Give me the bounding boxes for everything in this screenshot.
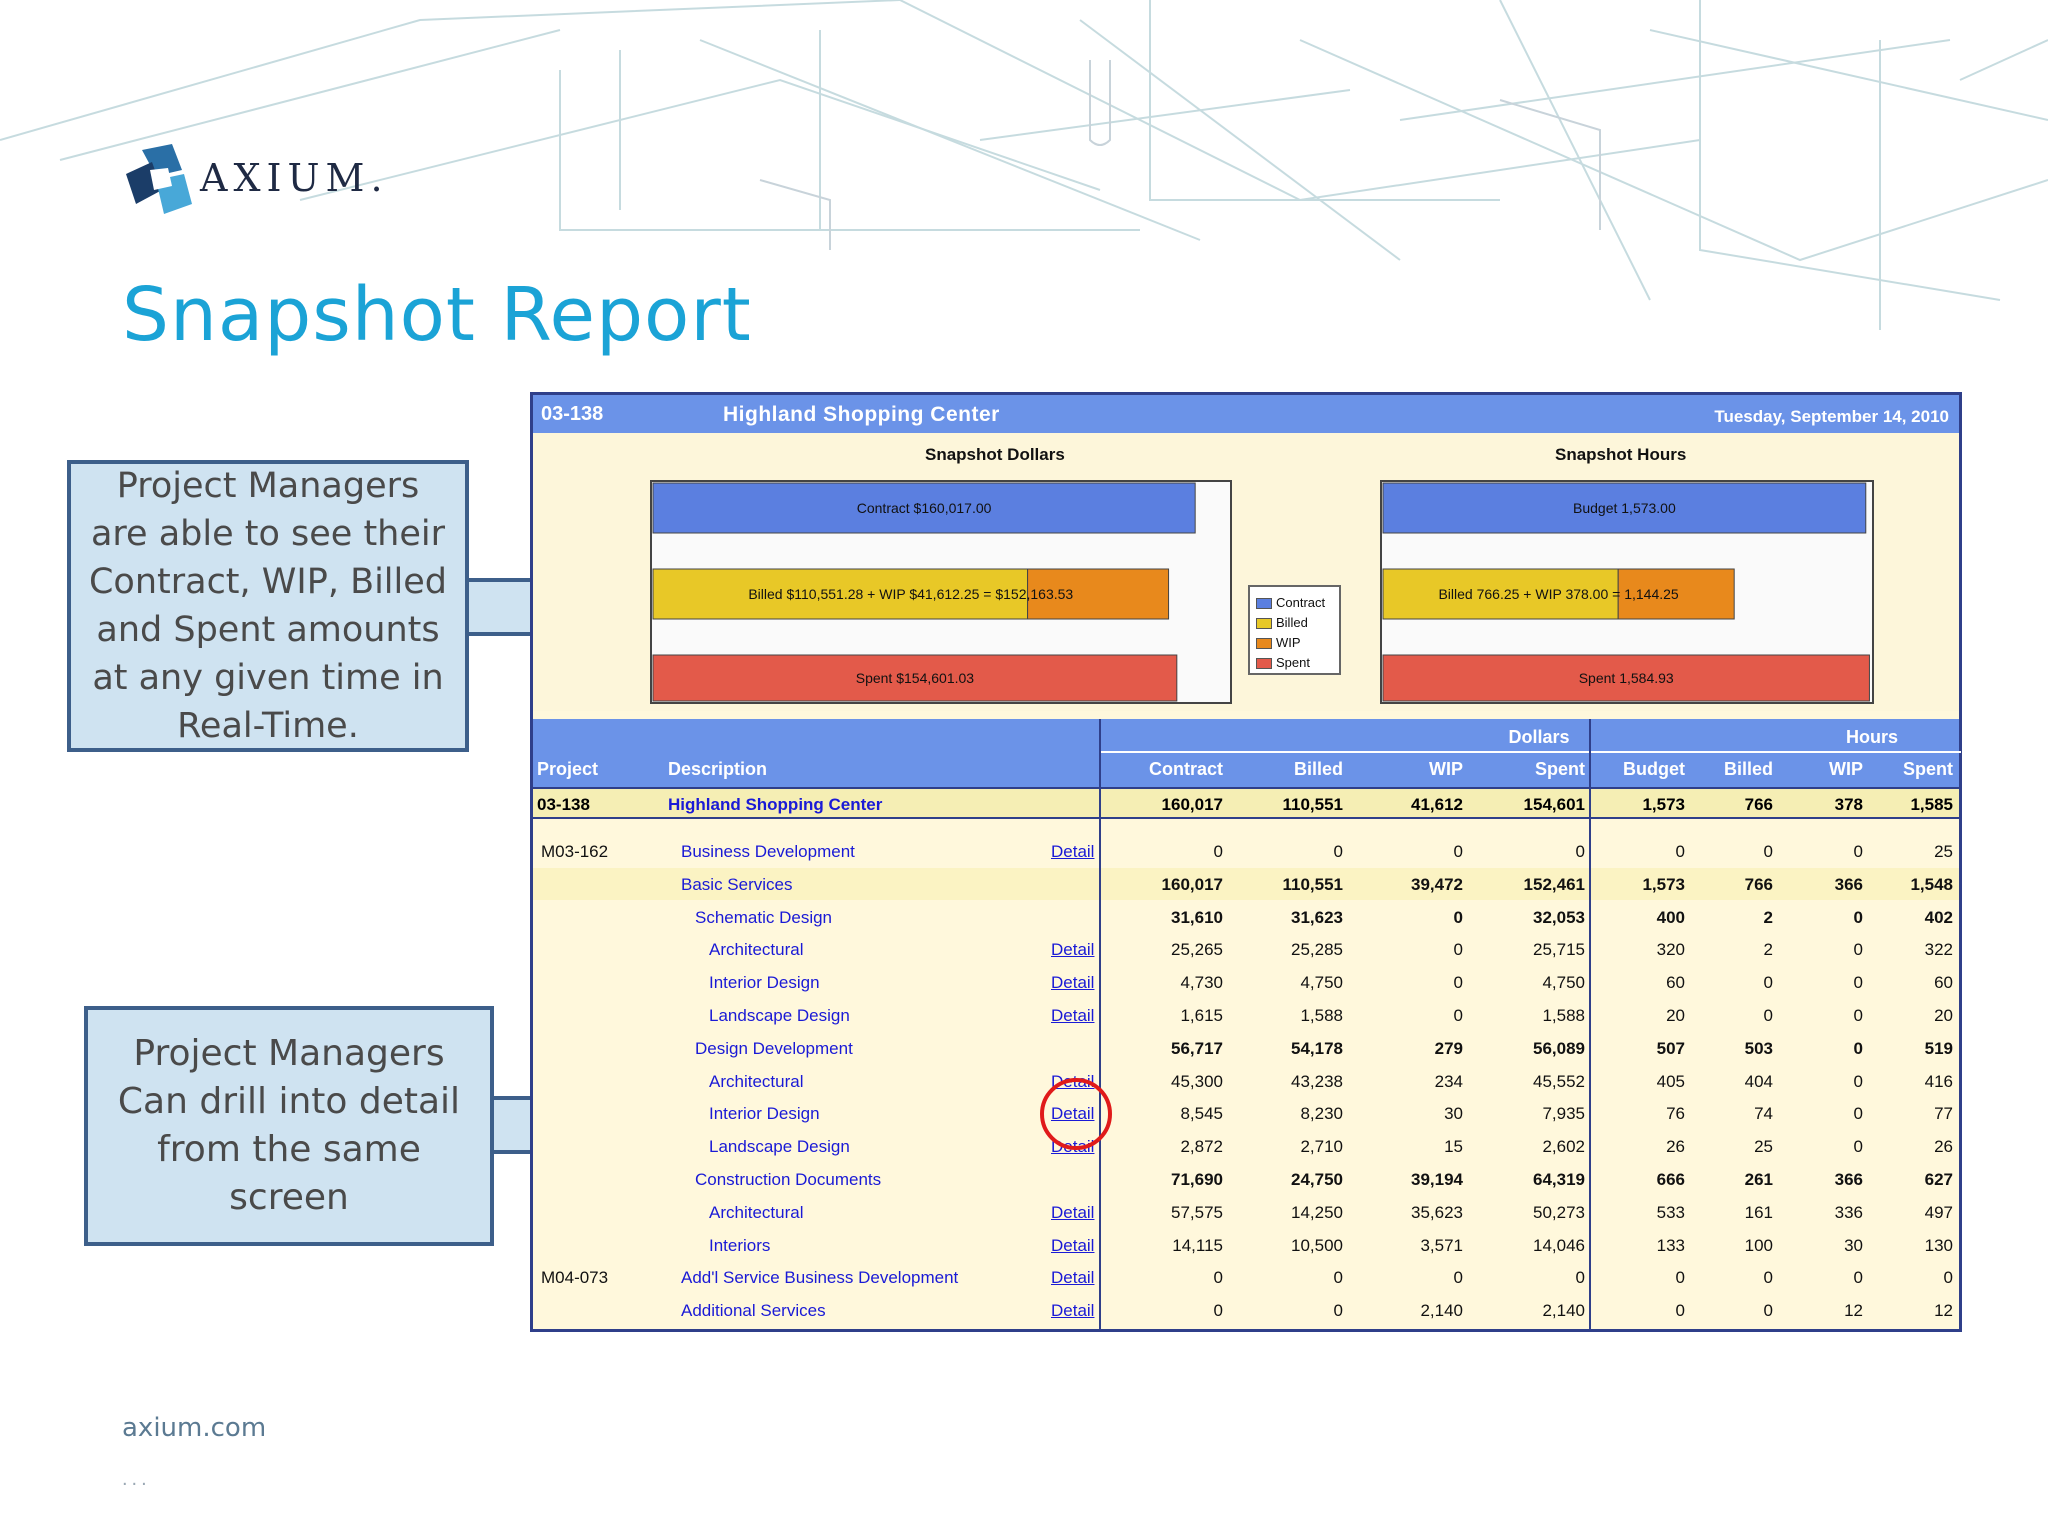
- hours-label-billed-wip: Billed 766.25 + WIP 378.00 = 1,144.25: [1438, 586, 1679, 602]
- cell-spent: 50,273: [1533, 1202, 1585, 1222]
- cell-hours-billed: 2: [1763, 907, 1773, 927]
- table-row: [533, 868, 1959, 900]
- cell-spent: 56,089: [1533, 1038, 1585, 1058]
- table-row: [533, 1163, 1959, 1195]
- cell-budget: 26: [1666, 1137, 1685, 1157]
- summary-hours-wip: 378: [1834, 795, 1863, 814]
- cell-contract: 45,300: [1171, 1071, 1223, 1091]
- cell-contract: 2,872: [1180, 1137, 1223, 1157]
- cell-contract: 71,690: [1171, 1170, 1223, 1189]
- row-description[interactable]: Add'l Service Business Development: [681, 1268, 959, 1288]
- cell-wip: 0: [1453, 842, 1463, 861]
- chart-title-dollars: Snapshot Dollars: [925, 445, 1065, 464]
- cell-budget: 405: [1656, 1071, 1685, 1091]
- cell-hours-billed: 0: [1763, 842, 1773, 861]
- snapshot-bar-charts: [533, 433, 1959, 711]
- col-contract: Contract: [1148, 759, 1223, 779]
- cell-budget: 507: [1656, 1038, 1685, 1058]
- cell-hours-billed: 766: [1744, 874, 1773, 894]
- col-project: Project: [537, 759, 599, 779]
- cell-contract: 160,017: [1161, 874, 1223, 894]
- table-row: [533, 999, 1959, 1031]
- detail-link[interactable]: Detail: [1051, 973, 1095, 993]
- highlight-circle: [1040, 1078, 1112, 1150]
- column-divider: [1099, 719, 1101, 1329]
- cell-hours-spent: 402: [1924, 907, 1953, 927]
- row-description[interactable]: Landscape Design: [709, 1137, 850, 1157]
- cell-hours-billed: 2: [1763, 940, 1773, 960]
- detail-link[interactable]: Detail: [1051, 842, 1095, 861]
- cell-hours-wip: 0: [1853, 1071, 1863, 1091]
- detail-link[interactable]: Detail: [1051, 1071, 1095, 1091]
- cell-hours-billed: 0: [1763, 1006, 1773, 1025]
- col-budget: Budget: [1623, 759, 1685, 779]
- dollars-label-billed-wip: Billed $110,551.28 + WIP $41,612.25 = $152,163.53: [748, 586, 1074, 602]
- table-row: [533, 1294, 1959, 1326]
- legend-item-wip: WIP: [1256, 633, 1333, 653]
- row-description[interactable]: Architectural: [709, 940, 804, 960]
- group-header-hours: Hours: [1845, 727, 1898, 747]
- cell-billed: 14,250: [1291, 1202, 1343, 1222]
- table-row: [533, 1229, 1959, 1261]
- cell-hours-spent: 25: [1934, 842, 1953, 861]
- cell-hours-spent: 60: [1934, 973, 1953, 993]
- page-title: Snapshot Report: [122, 272, 752, 358]
- chart-title-hours: Snapshot Hours: [1555, 445, 1687, 464]
- table-row: [533, 1130, 1959, 1162]
- cell-hours-wip: 0: [1853, 907, 1863, 927]
- group-header-dollars: Dollars: [1508, 727, 1570, 747]
- cell-hours-billed: 74: [1754, 1104, 1773, 1124]
- table-row: [533, 835, 1959, 867]
- column-divider: [1589, 719, 1591, 1329]
- snapshot-report-window: [530, 392, 1962, 1332]
- cell-budget: 666: [1656, 1170, 1685, 1189]
- callout-drill-detail: [84, 1006, 494, 1246]
- table-row: [533, 1196, 1959, 1228]
- cell-billed: 0: [1333, 842, 1343, 861]
- detail-link[interactable]: Detail: [1051, 1268, 1095, 1288]
- legend-item-billed: Billed: [1256, 613, 1333, 633]
- cell-hours-billed: 0: [1763, 1268, 1773, 1288]
- cell-hours-spent: 416: [1924, 1071, 1953, 1091]
- chart-legend: [1248, 585, 1341, 675]
- cell-billed: 24,750: [1291, 1170, 1343, 1189]
- summary-budget: 1,573: [1642, 795, 1685, 814]
- cell-budget: 0: [1675, 1301, 1685, 1321]
- cell-budget: 533: [1656, 1202, 1685, 1222]
- cell-budget: 0: [1675, 1268, 1685, 1288]
- cell-wip: 2,140: [1420, 1301, 1463, 1321]
- cell-hours-billed: 100: [1744, 1235, 1773, 1255]
- cell-hours-spent: 497: [1924, 1202, 1953, 1222]
- row-description[interactable]: Architectural: [709, 1202, 804, 1222]
- cell-hours-spent: 26: [1934, 1137, 1953, 1157]
- table-row: [533, 966, 1959, 998]
- cell-hours-billed: 261: [1744, 1170, 1773, 1189]
- cell-spent: 152,461: [1523, 874, 1585, 894]
- dollars-label-contract: Contract $160,017.00: [856, 500, 992, 516]
- cell-spent: 45,552: [1533, 1071, 1585, 1091]
- cell-hours-wip: 0: [1853, 1137, 1863, 1157]
- cell-contract: 8,545: [1180, 1104, 1223, 1124]
- cell-spent: 4,750: [1542, 973, 1585, 993]
- cell-hours-wip: 0: [1853, 1006, 1863, 1025]
- detail-link[interactable]: Detail: [1051, 1104, 1095, 1124]
- cell-hours-billed: 0: [1763, 973, 1773, 993]
- footer-url[interactable]: axium.com: [122, 1413, 267, 1443]
- row-description[interactable]: Interior Design: [709, 1104, 820, 1124]
- cell-wip: 30: [1444, 1104, 1463, 1124]
- row-description[interactable]: Schematic Design: [695, 907, 833, 927]
- cell-contract: 25,265: [1171, 940, 1223, 960]
- cell-contract: 56,717: [1171, 1038, 1223, 1058]
- cell-wip: 0: [1453, 973, 1463, 993]
- logo-wordmark: AXIUM.: [200, 156, 389, 200]
- cell-spent: 32,053: [1533, 907, 1585, 927]
- cell-wip: 0: [1453, 1268, 1463, 1288]
- col-spent: Spent: [1534, 759, 1585, 779]
- row-description[interactable]: Additional Services: [681, 1301, 826, 1321]
- table-row: [533, 1261, 1959, 1293]
- detail-link[interactable]: Detail: [1051, 1006, 1095, 1025]
- cell-billed: 54,178: [1291, 1038, 1343, 1058]
- cell-wip: 234: [1434, 1071, 1463, 1091]
- cell-wip: 39,194: [1411, 1170, 1463, 1189]
- cell-billed: 0: [1333, 1301, 1343, 1321]
- cell-hours-billed: 503: [1744, 1038, 1773, 1058]
- cell-hours-billed: 25: [1754, 1137, 1773, 1157]
- cell-billed: 110,551: [1282, 874, 1343, 894]
- cell-budget: 20: [1666, 1006, 1685, 1025]
- cell-budget: 1,573: [1642, 874, 1685, 894]
- cell-contract: 4,730: [1180, 973, 1223, 993]
- cell-contract: 0: [1213, 842, 1223, 861]
- cell-billed: 2,710: [1300, 1137, 1343, 1157]
- table-row: [533, 1097, 1959, 1129]
- cell-contract: 0: [1213, 1301, 1223, 1321]
- col-hours-billed: Billed: [1723, 759, 1773, 779]
- col-billed: Billed: [1293, 759, 1343, 779]
- cell-hours-wip: 0: [1853, 842, 1863, 861]
- col-hours-spent: Spent: [1902, 759, 1953, 779]
- axium-logo: [122, 140, 402, 220]
- cell-hours-wip: 366: [1834, 1170, 1863, 1189]
- detail-link[interactable]: Detail: [1051, 1202, 1095, 1222]
- row-description[interactable]: Business Development: [681, 842, 855, 861]
- cell-spent: 64,319: [1533, 1170, 1585, 1189]
- table-row: [533, 901, 1959, 933]
- grid-header: [533, 719, 1959, 787]
- detail-link[interactable]: Detail: [1051, 940, 1095, 960]
- cell-spent: 2,140: [1542, 1301, 1585, 1321]
- cell-hours-spent: 20: [1934, 1006, 1953, 1025]
- cell-spent: 14,046: [1533, 1235, 1585, 1255]
- cell-spent: 2,602: [1542, 1137, 1585, 1157]
- axium-logo-icon: [122, 140, 202, 220]
- cell-spent: 7,935: [1542, 1104, 1585, 1124]
- cell-budget: 133: [1656, 1235, 1685, 1255]
- cell-hours-spent: 519: [1924, 1038, 1953, 1058]
- row-project-id: M04-073: [541, 1268, 609, 1288]
- project-id: 03-138: [541, 403, 604, 425]
- cell-hours-billed: 0: [1763, 1301, 1773, 1321]
- summary-description[interactable]: Highland Shopping Center: [668, 795, 883, 814]
- legend-item-contract: Contract: [1256, 593, 1333, 613]
- cell-hours-wip: 0: [1853, 1268, 1863, 1288]
- summary-spent: 154,601: [1523, 795, 1585, 814]
- cell-hours-wip: 12: [1844, 1301, 1863, 1321]
- callout-realtime-amounts: [67, 460, 469, 752]
- summary-hours-billed: 766: [1744, 795, 1773, 814]
- summary-contract: 160,017: [1161, 795, 1223, 814]
- dollars-label-spent: Spent $154,601.03: [855, 670, 975, 686]
- row-description[interactable]: Interiors: [709, 1235, 771, 1255]
- cell-billed: 25,285: [1291, 940, 1343, 960]
- cell-budget: 60: [1666, 973, 1685, 993]
- cell-spent: 1,588: [1542, 1006, 1585, 1025]
- cell-billed: 8,230: [1300, 1104, 1343, 1124]
- cell-budget: 0: [1675, 842, 1685, 861]
- col-hours-wip: WIP: [1829, 759, 1863, 779]
- cell-wip: 3,571: [1420, 1235, 1463, 1255]
- cell-hours-wip: 0: [1853, 1104, 1863, 1124]
- cell-hours-spent: 1,548: [1910, 874, 1953, 894]
- cell-spent: 0: [1575, 1268, 1585, 1288]
- summary-wip: 41,612: [1411, 795, 1463, 814]
- cell-hours-billed: 404: [1744, 1071, 1773, 1091]
- cell-hours-spent: 322: [1924, 940, 1953, 960]
- cell-billed: 0: [1333, 1268, 1343, 1288]
- cell-budget: 320: [1656, 940, 1685, 960]
- row-description[interactable]: Architectural: [709, 1071, 804, 1091]
- hours-label-spent: Spent 1,584.93: [1578, 670, 1674, 686]
- legend-item-spent: Spent: [1256, 653, 1333, 673]
- cell-hours-wip: 366: [1834, 874, 1863, 894]
- table-row: [533, 933, 1959, 965]
- cell-hours-spent: 130: [1924, 1235, 1953, 1255]
- detail-link[interactable]: Detail: [1051, 1137, 1095, 1157]
- cell-hours-spent: 77: [1934, 1104, 1953, 1124]
- cell-hours-wip: 0: [1853, 940, 1863, 960]
- cell-wip: 0: [1453, 940, 1463, 960]
- cell-hours-billed: 161: [1744, 1202, 1773, 1222]
- cell-budget: 400: [1656, 907, 1685, 927]
- summary-billed: 110,551: [1282, 795, 1343, 814]
- hours-label-budget: Budget 1,573.00: [1573, 500, 1676, 516]
- row-description[interactable]: Design Development: [695, 1038, 853, 1058]
- cell-wip: 15: [1444, 1137, 1463, 1157]
- detail-link[interactable]: Detail: [1051, 1301, 1095, 1321]
- cell-hours-spent: 0: [1943, 1268, 1953, 1288]
- cell-billed: 31,623: [1291, 907, 1343, 927]
- row-project-id: M03-162: [541, 842, 609, 861]
- cell-budget: 76: [1666, 1104, 1685, 1124]
- cell-contract: 0: [1213, 1268, 1223, 1288]
- cell-contract: 1,615: [1180, 1006, 1223, 1025]
- col-wip: WIP: [1429, 759, 1463, 779]
- project-name: Highland Shopping Center: [723, 403, 1000, 426]
- table-row: [533, 1032, 1959, 1064]
- col-description: Description: [668, 759, 768, 779]
- row-description[interactable]: Basic Services: [681, 874, 793, 894]
- cell-wip: 0: [1453, 907, 1463, 927]
- cell-contract: 14,115: [1172, 1235, 1223, 1255]
- cell-billed: 10,500: [1291, 1235, 1343, 1255]
- cell-contract: 57,575: [1171, 1202, 1223, 1222]
- cell-hours-wip: 336: [1834, 1202, 1863, 1222]
- snapshot-charts: [533, 433, 1959, 711]
- cell-spent: 0: [1575, 842, 1585, 861]
- cell-wip: 279: [1434, 1038, 1463, 1058]
- cell-wip: 35,623: [1411, 1202, 1463, 1222]
- summary-row: [533, 787, 1959, 819]
- cell-hours-wip: 0: [1853, 973, 1863, 993]
- footer-dots: ...: [122, 1468, 151, 1490]
- cell-wip: 0: [1453, 1006, 1463, 1025]
- cell-spent: 25,715: [1533, 940, 1585, 960]
- cell-billed: 43,238: [1291, 1071, 1343, 1091]
- report-titlebar: [533, 395, 1959, 433]
- cell-hours-spent: 12: [1934, 1301, 1953, 1321]
- cell-billed: 4,750: [1300, 973, 1343, 993]
- row-description[interactable]: Interior Design: [709, 973, 820, 993]
- cell-billed: 1,588: [1300, 1006, 1343, 1025]
- table-row: [533, 1065, 1959, 1097]
- callout-text: Project Managers are able to see their Contract, WIP, Billed and Spent amounts at any given time in Real-Time.: [88, 466, 448, 746]
- cell-hours-wip: 0: [1853, 1038, 1863, 1058]
- row-description[interactable]: Landscape Design: [709, 1006, 850, 1025]
- cell-hours-spent: 627: [1924, 1170, 1953, 1189]
- detail-link[interactable]: Detail: [1051, 1235, 1095, 1255]
- cell-wip: 39,472: [1411, 874, 1463, 894]
- cell-contract: 31,610: [1171, 907, 1223, 927]
- callout-text: Project Managers Can drill into detail from the same screen: [117, 1033, 461, 1218]
- summary-project: 03-138: [537, 795, 590, 814]
- report-date: Tuesday, September 14, 2010: [1714, 407, 1949, 426]
- cell-hours-wip: 30: [1844, 1235, 1863, 1255]
- row-description[interactable]: Construction Documents: [695, 1170, 882, 1189]
- summary-hours-spent: 1,585: [1910, 795, 1953, 814]
